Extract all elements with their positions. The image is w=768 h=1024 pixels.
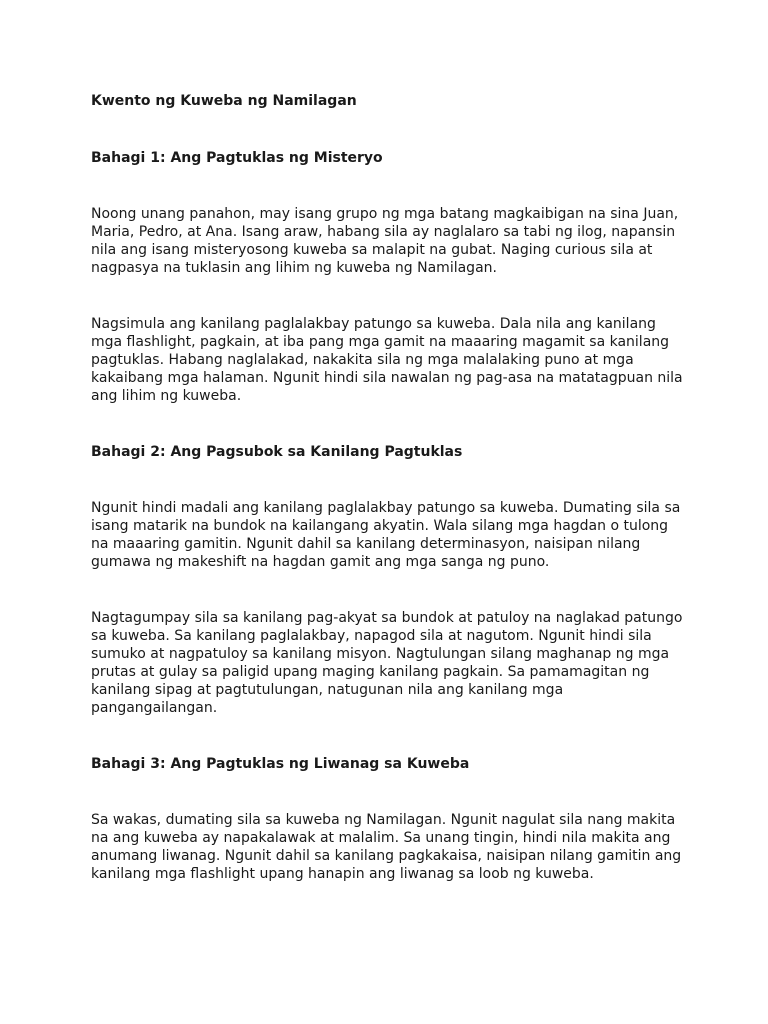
section-heading-text: Bahagi 2: Ang Pagsubok sa Kanilang Pagtuklas	[91, 444, 463, 460]
section-1-paragraph-2	[91, 315, 691, 405]
paragraph-line: ang lihim ng kuweba.	[91, 388, 242, 404]
paragraph-line: na ang kuweba ay napakalawak at malalim. Sa unang tingin, hindi nila makita ang	[91, 830, 671, 846]
paragraph-line: Nagsimula ang kanilang paglalakbay patungo sa kuweba. Dala nila ang kanilang	[91, 316, 656, 332]
paragraph-line: Ngunit hindi madali ang kanilang paglalakbay patungo sa kuweba. Dumating sila sa	[91, 500, 681, 516]
section-2-heading	[91, 443, 691, 461]
paragraph-line: Maria, Pedro, at Ana. Isang araw, habang sila ay naglalaro sa tabi ng ilog, napansin	[91, 224, 676, 240]
paragraph-line: prutas at gulay sa paligid upang maging kanilang pagkain. Sa pamamagitan ng	[91, 664, 650, 680]
section-3-heading	[91, 755, 691, 773]
paragraph-line: gumawa ng makeshift na hagdan gamit ang mga sanga ng puno.	[91, 554, 550, 570]
paragraph-line: isang matarik na bundok na kailangang akyatin. Wala silang mga hagdan o tulong	[91, 518, 669, 534]
paragraph-line: na maaaring gamitin. Ngunit dahil sa kanilang determinasyon, naisipan nilang	[91, 536, 641, 552]
paragraph-line: nila ang isang misteryosong kuweba sa malapit na gubat. Naging curious sila at	[91, 242, 653, 258]
paragraph-line: pangangailangan.	[91, 700, 218, 716]
section-heading-text: Bahagi 3: Ang Pagtuklas ng Liwanag sa Kuweba	[91, 756, 470, 772]
paragraph-line: kanilang mga flashlight upang hanapin ang liwanag sa loob ng kuweba.	[91, 866, 594, 882]
section-1-heading	[91, 149, 691, 167]
paragraph-line: pagtuklas. Habang naglalakad, nakakita sila ng mga malalaking puno at mga	[91, 352, 634, 368]
paragraph-line: Noong unang panahon, may isang grupo ng mga batang magkaibigan na sina Juan,	[91, 206, 679, 222]
paragraph-line: Nagtagumpay sila sa kanilang pag-akyat sa bundok at patuloy na naglakad patungo	[91, 610, 683, 626]
paragraph-line: sa kuweba. Sa kanilang paglalakbay, napagod sila at nagutom. Ngunit hindi sila	[91, 628, 652, 644]
paragraph-line: Sa wakas, dumating sila sa kuweba ng Namilagan. Ngunit nagulat sila nang makita	[91, 812, 676, 828]
paragraph-line: mga flashlight, pagkain, at iba pang mga gamit na maaaring magamit sa kanilang	[91, 334, 670, 350]
title-text: Kwento ng Kuweba ng Namilagan	[91, 93, 357, 109]
document-title	[91, 92, 691, 110]
paragraph-line: anumang liwanag. Ngunit dahil sa kanilang pagkakaisa, naisipan nilang gamitin ang	[91, 848, 682, 864]
section-3-paragraph-1	[91, 811, 691, 883]
section-1-paragraph-1	[91, 205, 691, 277]
paragraph-line: kanilang sipag at pagtutulungan, natugunan nila ang kanilang mga	[91, 682, 564, 698]
section-2-paragraph-1	[91, 499, 691, 571]
section-heading-text: Bahagi 1: Ang Pagtuklas ng Misteryo	[91, 150, 383, 166]
paragraph-line: sumuko at nagpatuloy sa kanilang misyon. Nagtulungan silang maghanap ng mga	[91, 646, 670, 662]
paragraph-line: nagpasya na tuklasin ang lihim ng kuweba ng Namilagan.	[91, 260, 497, 276]
section-2-paragraph-2	[91, 609, 691, 717]
paragraph-line: kakaibang mga halaman. Ngunit hindi sila nawalan ng pag-asa na matatagpuan nila	[91, 370, 683, 386]
